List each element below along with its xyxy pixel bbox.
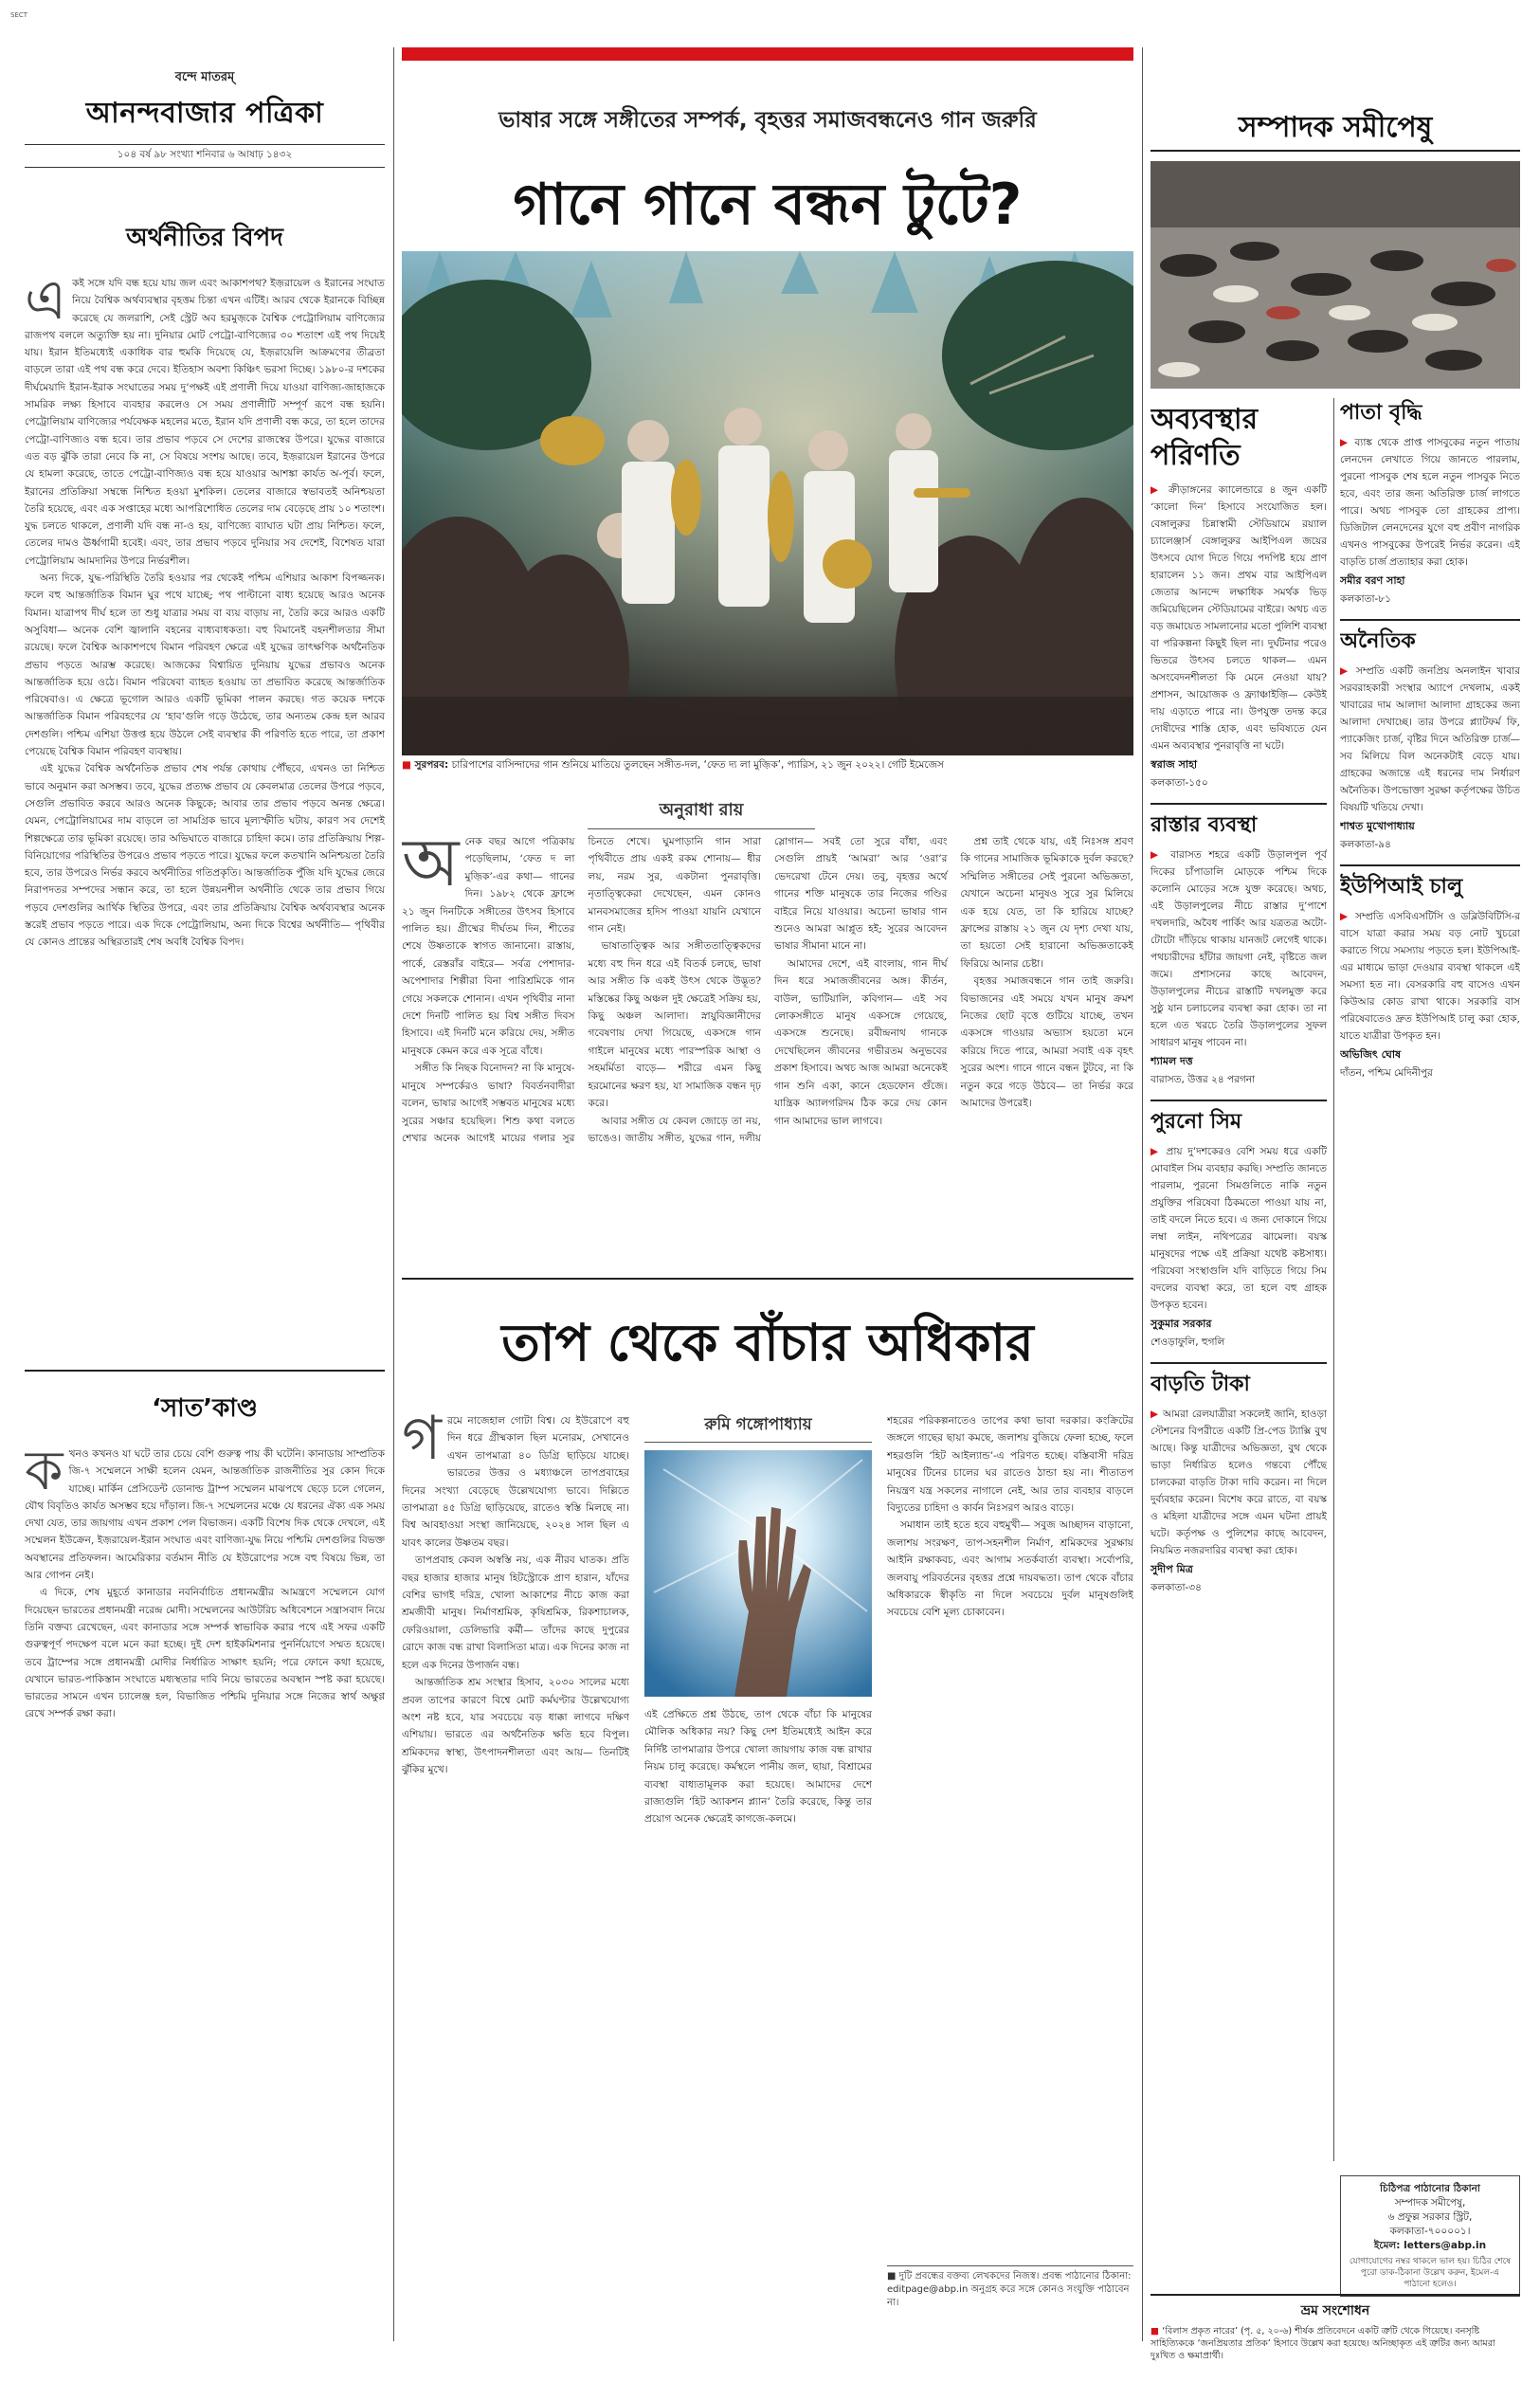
letter-bullet: ▶ bbox=[1340, 665, 1357, 677]
editorial-1-paragraph: অন্য দিকে, যুদ্ধ-পরিস্থিতি তৈরি হওয়ার পর থেকেই পশ্চিম এশিয়ার আকাশ বিপজ্জনক। ফলে বহু আন্তর্জাতিক বিমান ঘুর পথে যাচ্ছে; পথ পাল্টানো বাধ্য হয়েছে আরও অনেক বিমান। যাত্রাপথ দীর্ঘ হলে তা শুধু যাত্রার সময় বা ব্যয় বাড়ায় না, তৈরি করে আরও একটি অসুবিধা— অনেক বেশি জ্বালানি বহনের বাধ্যবাধকতা। বহু বিমানেই বহনশীলতার সীমা রয়েছে। ফলে বৈশ্বিক আকাশপথে বিমান পরিবহণ ক্ষেত্রে এই যুদ্ধের তাৎক্ষণিক অর্থনৈতিক প্রভাব পড়তে আরম্ভ করেছে। আজকের বিশ্বায়িত দুনিয়ায় যুদ্ধের প্রভাবও অনেক আন্তর্জাতিক হয়ে ওঠে। বিমান পরিষেবা ব্যাহত হওয়ায় তা প্রভাবিত করেছে আন্তর্জাতিক পরিষেবাও। এ ক্ষেত্রে ভূগোল আরও একটি ভূমিকা পালন করছে। গত কয়েক দশকে আন্তর্জাতিক বিমান পরিবহণের যে ‘হাব’গুলি গড়ে উঠেছে, তার অন্যতম কেন্দ্র হল আরব দেশগুলি। পশ্চিম এশিয়া উত্তপ্ত হয়ে উঠলে সেই ব্যবস্থার কী পরিণতি হতে পারে, তা প্রকাশ পেয়েছে বৈশ্বিক বিমান পরিবহণ ব্যবস্থায়। bbox=[25, 573, 385, 758]
letter-place: দাঁতন, পশ্চিম মেদিনীপুর bbox=[1340, 1067, 1433, 1079]
correction-header: ভ্রম সংশোধন bbox=[1300, 2303, 1370, 2318]
letter-signature: অভিজিৎ ঘোষ bbox=[1340, 1048, 1402, 1061]
letter-title: ইউপিআই চালু bbox=[1340, 875, 1463, 899]
letter bbox=[1150, 1372, 1327, 1594]
issue-line: ১০৪ বর্ষ ৯৮ সংখ্যা শনিবার ৬ আষাঢ় ১৪৩২ bbox=[25, 144, 385, 168]
feature-byline: অনুরাধা রায় bbox=[588, 796, 815, 829]
article-2-paragraph: রমে নাজেহাল গোটা বিশ্ব। যে ইউরোপে বহু দিন ধরে গ্রীষ্মকাল ছিল মনোরম, সেখানেও এখন তাপমাত্রা ৪০ ডিগ্রি ছাড়িয়ে যাচ্ছে। ভারতের উত্তর ও মধ্যাঞ্চলে তাপপ্রবাহের দিনের সংখ্যা বেড়েছে উল্লেখযোগ্য ভাবে। দিল্লিতে তাপমাত্রা ৪৫ ডিগ্রি ছাড়িয়েছে, রাতেও স্বস্তি মিলছে না। বিশ্ব আবহাওয়া সংস্থা জানিয়েছে, ২০২৪ সাল ছিল এ যাবৎ কালের উষ্ণতম বছর। bbox=[402, 1415, 629, 1549]
letter-divider bbox=[1150, 1362, 1327, 1364]
editorial-2-body bbox=[25, 1446, 385, 2355]
letter-body-text: ক্রীড়াঙ্গনের ক্যালেন্ডারে ৪ জুন একটি ‘কালো দিন’ হিসাবে সংযোজিত হল। বেঙ্গালুরুর চিন্নাস্বামী স্টেডিয়ামে রয়্যাল চ্যালেঞ্জার্স বেঙ্গালুরুর আইপিএল জয়ের উৎসবে যোগ দিতে গিয়ে পদপিষ্ট হয়ে প্রাণ হারালেন ১১ জন। প্রথম বার আইপিএল জেতার আনন্দে লক্ষাধিক সমর্থক ভিড় জমিয়েছিলেন স্টেডিয়ামের বাইরে। অথচ এত বড় জমায়েত সামলানোর মতো পুলিশি ব্যবস্থা বা পরিকল্পনা কিছুই ছিল না। দুর্ঘটনার পরেও ভিতরে উৎসব চলতে থাকল— এমন অসংবেদনশীলতা কি মেনে নেওয়া যায়? প্রশাসন, আয়োজক ও ফ্র্যাঞ্চাইজ়ি— কেউই দায় এড়াতে পারে না। উপযুক্ত তদন্ত করে দোষীদের শাস্তি হোক, এবং ভবিষ্যতে যেন এমন অব্যবস্থার পুনরাবৃত্তি না ঘটে। bbox=[1150, 484, 1327, 752]
editorial-divider bbox=[25, 1370, 385, 1372]
editorial-2 bbox=[25, 1389, 385, 2355]
letter-title: পুরনো সিম bbox=[1150, 1110, 1242, 1134]
editorial-2-dropcap: ক bbox=[25, 1446, 63, 1502]
letters-col-2 bbox=[1340, 398, 1520, 2171]
correction-box bbox=[1150, 2294, 1520, 2362]
letter bbox=[1150, 1109, 1327, 1349]
letter-signature: শাশ্বত মুখোপাধ্যায় bbox=[1340, 820, 1415, 832]
feature-paragraph: সঙ্গীত কি নিছক বিনোদন? না কি মানুষে-মানুষে সম্পর্কেরও ভাষা? বিবর্তনবাদীরা বলেন, ভাষার আগেই সম্ভবত মানুষের মধ্যে সুরের সঞ্চার হয়েছিল। শিশু কথা বলতে শেখার অনেক আগেই মায়ের গলার সুর চিনতে শেখে। ঘুমপাড়ানি গান সারা পৃথিবীতে প্রায় একই রকম শোনায়— ধীর লয়, নরম সুর, একটানা পুনরাবৃত্তি। নৃতাত্ত্বিকেরা দেখেছেন, এমন কোনও মানবসমাজের হদিস পাওয়া যায়নি যেখানে গান নেই। bbox=[402, 836, 761, 1144]
address-line: কলকাতা-৭০০০০১। bbox=[1389, 2226, 1471, 2237]
letter-body bbox=[1340, 434, 1520, 571]
masthead-slogan: বন্দে মাতরম্‌ bbox=[174, 70, 235, 84]
article-2-photo bbox=[644, 1450, 872, 1697]
article-2-paragraph: শহরের পরিকল্পনাতেও তাপের কথা ভাবা দরকার। কংক্রিটের জঙ্গলে গাছের ছায়া কমছে, জলাশয় বুজিয়ে ফেলা হচ্ছে, ফলে শহরগুলি ‘হিট আইল্যান্ড’-এ পরিণত হচ্ছে। বস্তিবাসী দরিদ্র মানুষের টিনের চালের ঘর রাতেও ঠান্ডা হয় না। শীতাতপ নিয়ন্ত্রণ যন্ত্র সকলের নাগালে নেই, আর তার ব্যবহার বাড়লে বিদ্যুতের চাহিদা ও কার্বন নিঃসরণ আরও বাড়ে। bbox=[887, 1415, 1133, 1515]
correction-bullet: ■ bbox=[1150, 2326, 1163, 2337]
caption-label: সুরপরব: bbox=[414, 759, 449, 771]
editorial-1-paragraph: কই সঙ্গে যদি বন্ধ হয়ে যায় জল এবং আকাশপথ? ইজ়রায়েল ও ইরানের সংঘাত নিয়ে বৈশ্বিক অর্থব্যবস্থার বৃহত্তম চিন্তা এখন এটিই। আরব থেকে ইরানকে বিচ্ছিন্ন করেছে যে জলরাশি, সেই স্ট্রেট অব হরমুজ়কে বৈশ্বিক পেট্রোলিয়াম বাণিজ্যের রাজপথ বললে অত্যুক্তি হয় না। দুনিয়ার মোট পেট্রো-বাণিজ্যের ৩০ শতাংশ এই পথ দিয়েই যায়। ইরান ইতিমধ্যেই একাধিক বার হুমকি দিয়েছে যে, ইজ়রায়েলি আক্রমণের তীব্রতা বাড়লে তারা এই পথ বন্ধ করে দেবে। ইতিহাস অবশ্য কিঞ্চিৎ ভরসা দিচ্ছে। ১৯৮০-র দশকের দীর্ঘমেয়াদি ইরান-ইরাক সংঘাতের সময় দু’পক্ষই এই প্রণালী দিয়ে যাওয়া বাণিজ্য-জাহাজকে সামরিক লক্ষ্য হিসাবে ব্যবহার করলেও সে সময় প্রণালীটি সম্পূর্ণ রূপে বন্ধ হয়নি। পেট্রোলিয়াম বাণিজ্যের পর্যবেক্ষক মহলের মতে, ইরান যদি প্রণালী বন্ধ করে, তা হলে তাদের পেট্রো-বাণিজ্যও বন্ধ হবে। তার প্রভাব পড়বে সে দেশের রাজস্বের উপরে। যুদ্ধের বাজারে এত বড় ঝুঁকি তারা নেবে কি না, সে বিষয়ে সংশয় আছে। তবে, ইজ়রায়েল ইরানের উপরে যে হামলা করেছে, তাতে পেট্রো-বাণিজ্যও বন্ধ হয়ে যাওয়ার আশঙ্কা কার্যত অ-পূর্ব। ফলে, ইরানের প্রতিক্রিয়া সম্বন্ধে নিশ্চিত হওয়া মুশকিল। তেলের বাজারে স্বভাবতই অনিশ্চয়তা তৈরি হয়েছে, এবং এক সপ্তাহের মধ্যে আপরিশোধিত তেলের দাম বেড়েছে প্রায় ১০ শতাংশ। যুদ্ধ চলতে থাকলে, প্রণালী যদি বন্ধ না-ও হয়, বাণিজ্যে ব্যাঘাত ঘটা প্রায় নিশ্চিত। ফলে, তেলের দামও ঊর্ধ্বগামী হবেই। এবং, তার প্রভাব পড়বে দুনিয়ার সব দেশেই, বিশেষত যারা পেট্রোলিয়াম আমদানির উপরে নির্ভরশীল। bbox=[25, 278, 385, 567]
article-2-paragraph: সমাধান তাই হতে হবে বহুমুখী— সবুজ আচ্ছাদন বাড়ানো, জলাশয় সংরক্ষণ, তাপ-সহনশীল নির্মাণ, শ্রমিকদের সুরক্ষায় আইনি রক্ষাকবচ, এবং আগাম সতর্কবার্তা ব্যবস্থা। সর্বোপরি, জলবায়ু পরিবর্তনের বৃহত্তর প্রশ্নে দায়বদ্ধতা। তাপ থেকে বাঁচার অধিকারকে স্বীকৃতি না দিলে সবচেয়ে দুর্বল মানুষগুলিই সবচেয়ে বেশি মূল্য চোকাবেন। bbox=[887, 1519, 1133, 1619]
letter bbox=[1340, 400, 1520, 606]
correction-text bbox=[1150, 2325, 1520, 2362]
editorial-1-body bbox=[25, 275, 385, 1403]
feature-top-bar bbox=[402, 47, 1133, 61]
address-line: সম্পাদক সমীপেষু, bbox=[1394, 2197, 1466, 2209]
letter-body bbox=[1150, 846, 1327, 1051]
feature-paragraph: ভাষাতাত্ত্বিক আর সঙ্গীততাত্ত্বিকদের মধ্যে বহু দিন ধরে এই বিতর্ক চলছে, ভাষা আর সঙ্গীত কি একই উৎস থেকে উদ্ভূত? মস্তিষ্কের কিছু অঞ্চল দুই ক্ষেত্রেই সক্রিয় হয়, কিছু অঞ্চল আলাদা। স্নায়ুবিজ্ঞানীদের গবেষণায় দেখা গিয়েছে, একসঙ্গে গান গাইলে মানুষের মধ্যে পারস্পরিক আস্থা ও সহমর্মিতা বাড়ে— শরীরে এমন কিছু হরমোনের ক্ষরণ হয়, যা সামাজিক বন্ধন দৃঢ় করে। bbox=[588, 940, 761, 1110]
caption-text: চারিপাশের বাসিন্দাদের গান শুনিয়ে মাতিয়ে তুলছেন সঙ্গীত-দল, ‘ফেত দ্য লা মুজ়িক’, প্যারিস, ২১ জুন ২০২২। গেটি ইমেজেস bbox=[448, 759, 944, 771]
feature-paragraph: আবার সঙ্গীত যে কেবল জোড়ে তা নয়, ভাঙেও। জাতীয় সঙ্গীত, যুদ্ধের গান, দলীয় স্লোগান— সবই তো সুরে বাঁধা, এবং সেগুলি প্রায়ই ‘আমরা’ আর ‘ওরা’র ভেদরেখা টেনে দেয়। তবু, বৃহত্তর অর্থে গানের শক্তি মানুষকে তার নিজের গণ্ডির বাইরে নিয়ে যাওয়ার। অচেনা ভাষার গান শুনেও আমরা আপ্লুত হই; সুরের আবেদন ভাষার সীমানা মানে না। bbox=[588, 836, 948, 1144]
letter-body-text: বারাসত শহরে একটি উড়ালপুল পূর্ব দিকের চাঁপাডালি মোড়কে পশ্চিম দিকে কলোনি মোড়ের সঙ্গে যুক্ত করেছে। অথচ, এই উড়ালপুলের নীচে রাস্তার দু’পাশে দখলদারি, অবৈধ পার্কিং আর যত্রতত্র অটো-টোটো দাঁড়িয়ে থাকায় যানজট লেগেই থাকে। পথচারীদের হাঁটার জায়গা নেই, বৃষ্টিতে জল জমে। প্রশাসনের কাছে আবেদন, উড়ালপুলের নীচের রাস্তাটি দখলমুক্ত করে সুষ্ঠু যান চলাচলের ব্যবস্থা করা হোক। তা না হলে এত খরচে তৈরি উড়ালপুলের সুফল সাধারণ মানুষ পাবেন না। bbox=[1150, 849, 1327, 1048]
letters-photo bbox=[1150, 161, 1520, 389]
letter-body bbox=[1340, 663, 1520, 816]
correction-rule bbox=[1150, 2294, 1520, 2296]
feature-bottom-rule bbox=[402, 1278, 1133, 1280]
letter bbox=[1340, 628, 1520, 851]
address-note: যোগাযোগের নম্বর থাকলে ভাল হয়। চিঠির শেষে পুরো ডাক-ঠিকানা উল্লেখ করুন, ইমেল-এ পাঠানো হলেও। bbox=[1349, 2257, 1512, 2289]
letter-body bbox=[1340, 908, 1520, 1045]
feature-kicker: ভাষার সঙ্গে সঙ্গীতের সম্পর্ক, বৃহত্তর সমাজবন্ধনেও গান জরুরি bbox=[498, 108, 1037, 133]
letters-header-rule bbox=[1150, 150, 1520, 152]
article-2-col-1 bbox=[402, 1412, 629, 2237]
corner-mark: SECT bbox=[10, 11, 28, 19]
feature-dropcap: অ bbox=[402, 824, 460, 901]
letters-header: সম্পাদক সমীপেষু bbox=[1238, 111, 1433, 144]
letter-place: শেওড়াফুলি, হুগলি bbox=[1150, 1336, 1225, 1348]
feature-headline: গানে গানে বন্ধন টুটে? bbox=[513, 172, 1023, 238]
scattered-shoes-illustration bbox=[1150, 161, 1520, 389]
editorial-2-title: ‘সাত’কাণ্ড bbox=[152, 1394, 258, 1423]
column-divider-left bbox=[393, 47, 394, 2341]
editorial-2-paragraph: খনও কখনও যা ঘটে তার চেয়ে বেশি গুরুত্ব পায় কী ঘটেনি। কানাডায় সাম্প্রতিক জি-৭ সম্মেলনে সাক্ষী হলেন যেমন, আন্তর্জাতিক রাজনীতির সুর কোন দিকে যাচ্ছে। মার্কিন প্রেসিডেন্ট ডোনাল্ড ট্রাম্প সম্মেলন মাঝপথে ছেড়ে চলে গেলেন, যৌথ বিবৃতিও কার্যত অসম্ভব হয়ে দাঁড়াল। জি-৭ সম্মেলনের মঞ্চে যে ধরনের ঐক্য এক সময় দেখা যেত, তার জায়গায় এখন প্রকাশ পেল বিভাজন। একটি বিশেষ দিক থেকে দেখলে, এই সম্মেলন ইউক্রেন, ইজ়রায়েল-ইরান সংঘাত এবং বাণিজ্য-যুদ্ধ নিয়ে পশ্চিমি দেশগুলির বিভক্ত অবস্থানের প্রতিফলন। আমেরিকার বর্তমান নীতি যে ইউরোপের সঙ্গে বহু বিষয়ে ভিন্ন, তা আর গোপন নেই। bbox=[25, 1448, 385, 1582]
article-2-byline: রুমি গঙ্গোপাধ্যায় bbox=[644, 1412, 872, 1443]
article-2-paragraph: এই প্রেক্ষিতে প্রশ্ন উঠছে, তাপ থেকে বাঁচা কি মানুষের মৌলিক অধিকার নয়? কিছু দেশ ইতিমধ্যেই আইন করে নির্দিষ্ট তাপমাত্রার উপরে খোলা জায়গায় কাজ বন্ধ রাখার নিয়ম চালু করেছে। কর্মস্থলে পানীয় জল, ছায়া, বিশ্রামের ব্যবস্থা বাধ্যতামূলক করা হয়েছে। আমাদের দেশে রাজ্যগুলি ‘হিট অ্যাকশন প্ল্যান’ তৈরি করেছে, কিন্তু তার প্রয়োগ অনেক ক্ষেত্রেই কাগজে-কলমে। bbox=[644, 1709, 872, 1826]
feature-paragraph: নেক বছর আগে পত্রিকায় পড়েছিলাম, ‘ফেত দ লা মুজ়িক’-এর কথা— গানের দিন। ১৯৮২ থেকে ফ্রান্সে ২১ জুন দিনটিকে সঙ্গীতের উৎসব হিসাবে পালিত হয়। গ্রীষ্মের দীর্ঘতম দিন, শীতের শেষে উষ্ণতাকে স্বাগত জানানো। রাস্তায়, পার্কে, রেস্তরাঁর বাইরে— সর্বত্র পেশাদার-অপেশাদার শিল্পীরা বিনা পারিশ্রমিকে গান গেয়ে সকলকে শোনান। এখন পৃথিবীর নানা দেশে দিনটি পালিত হয় বিশ্ব সঙ্গীত দিবস হিসাবে। এই দিনটি মনে করিয়ে দেয়, সঙ্গীত মানুষকে কেমন করে এক সূত্রে বাঁধে। bbox=[402, 836, 575, 1057]
letter bbox=[1340, 874, 1520, 1080]
letter-title: পাতা বৃদ্ধি bbox=[1340, 401, 1422, 425]
editorial-1-paragraph: এই যুদ্ধের বৈশ্বিক অর্থনৈতিক প্রভাব শেষ পর্যন্ত কোথায় পৌঁছবে, এখনও তা নিশ্চিত ভাবে অনুমান করা অসম্ভব। তবে, যুদ্ধের প্রত্যক্ষ প্রভাব যে কেবলমাত্র তেলের উপরে পড়বে, সেগুলি প্রভাবিত করবে আরও অনেক কিছুকে; আবার তার প্রভাব পড়বে অনন্ত ক্ষেত্রে। যেমন, পেট্রোলিয়ামের দাম বাড়লে তা সামগ্রিক ভাবে মূল্যস্ফীতি ঘটায়, কারণ সব দেশেই শিল্পক্ষেত্রে তার ভূমিকা রয়েছে। তার অভিঘাতে বাজারে চাহিদা কমে। তার প্রতিক্রিয়ায় শিল্প-বিনিয়োগের পরিস্থিতির উপরেও প্রভাব পড়তে পারে। যুদ্ধের ফলে কতখানি অনিশ্চয়তা তৈরি হবে, তার উপরেও নির্ভর করবে অর্থনীতির গতিপ্রকৃতি। আন্তর্জাতিক পুঁজি যদি যুদ্ধের জেরে নিরাপদতর সম্পদের সন্ধান করে, তা হলে উন্নয়নশীল অর্থনীতি থেকে তার প্রভাব গিয়ে পড়বে দেশগুলির আর্থিক স্থিতির উপরে, এবং তার প্রতিক্রিয়ায় বৈশ্বিক অর্থব্যবস্থার অনেক স্তরেই প্রভাব পড়তে পারে। এক দিকে পেট্রোলিয়াম, অন্য দিকে বিশ্বের অর্থনীতি— পৃথিবীর যে কোনও প্রান্তের অস্থিরতারই শেষ অবধি বৈশ্বিক বিপদ। bbox=[25, 763, 385, 949]
letter-body bbox=[1150, 1406, 1327, 1559]
letter-title: রাস্তার ব্যবস্থা bbox=[1150, 813, 1258, 837]
article-2-headline: তাপ থেকে বাঁচার অধিকার bbox=[501, 1313, 1034, 1373]
feature-caption bbox=[402, 758, 1133, 772]
feature-photo bbox=[402, 251, 1133, 755]
letter-divider bbox=[1150, 1100, 1327, 1101]
correction-text-body: ‘বিলাস প্রকৃত নারের’ (পৃ. ৫, ২০-৬) শীর্ষক প্রতিবেদনে একটি ত্রুটি থেকে গিয়েছে। বনসৃষ্টি সাহিত্যিককে ‘জনপ্রিয়তার প্রতিক’ হিসাবে উল্লেখ করা হয়েছে। অনিচ্ছাকৃত এই ত্রুটির জন্য আমরা দুঃখিত ও ক্ষমাপ্রার্থী। bbox=[1150, 2326, 1495, 2361]
editorial-1-dropcap: এ bbox=[25, 275, 67, 332]
editorial-1 bbox=[25, 218, 385, 1403]
letter-divider bbox=[1340, 864, 1520, 866]
letter-title: বাড়তি টাকা bbox=[1150, 1373, 1250, 1396]
letters-address-box bbox=[1340, 2175, 1520, 2297]
letter-place: কলকাতা-৩৪ bbox=[1150, 1582, 1202, 1593]
letter bbox=[1150, 812, 1327, 1086]
article-2-paragraph: আন্তর্জাতিক শ্রম সংস্থার হিসাব, ২০৩০ সালের মধ্যে প্রবল তাপের কারণে বিশ্বে মোট কর্মঘণ্টার উল্লেখযোগ্য অংশ নষ্ট হবে, যার সবচেয়ে বড় ধাক্কা লাগবে দক্ষিণ এশিয়ায়। ভারতে এর অর্থনৈতিক ক্ষতি হবে বিপুল। শ্রমিকদের স্বাস্থ্য, উৎপাদনশীলতা এবং আয়— তিনটিই ঝুঁকির মুখে। bbox=[402, 1677, 629, 1776]
letters-inner-divider bbox=[1333, 398, 1334, 2161]
feature-paragraph: প্রশ্ন তাই থেকে যায়, এই নিঃসঙ্গ শ্রবণ কি গানের সামাজিক ভূমিকাকে দুর্বল করছে? সম্মিলিত সঙ্গীতের সেই পুরনো অভিজ্ঞতা, যেখানে অচেনা মানুষও সুরে সুর মিলিয়ে এক হয়ে যেত, তা কি হারিয়ে যাচ্ছে? ফ্রান্সের রাস্তায় ২১ জুন যে দৃশ্য দেখা যায়, তা হয়তো সেই হারানো অভিজ্ঞতাকেই ফিরিয়ে আনার চেষ্টা। bbox=[960, 836, 1133, 970]
letter-bullet: ▶ bbox=[1150, 849, 1171, 861]
letter-signature: সুকুমার সরকার bbox=[1150, 1318, 1212, 1330]
letter bbox=[1150, 402, 1327, 790]
editorial-1-title: অর্থনীতির বিপদ bbox=[126, 224, 283, 252]
letter-bullet: ▶ bbox=[1340, 437, 1355, 448]
letter-signature: সমীর বরণ সাহা bbox=[1340, 574, 1405, 587]
newspaper-logo: আনন্দবাজার পত্রিকা bbox=[85, 97, 324, 130]
hand-against-sun-illustration bbox=[644, 1450, 872, 1697]
address-email[interactable]: ইমেল: letters@abp.in bbox=[1373, 2240, 1487, 2251]
article-2-col-3 bbox=[887, 1412, 1133, 2237]
feature-body bbox=[402, 791, 1133, 1265]
letter-body-text: সম্প্রতি একটি জনপ্রিয় অনলাইন খাবার সরবরাহকারী সংস্থার অ্যাপে দেখলাম, একই খাবারের দাম আলাদা আলাদা গ্রাহকের জন্য আলাদা দেখাচ্ছে। তার উপরে প্ল্যাটফর্ম ফি, প্যাকেজিং চার্জ, বৃষ্টির দিনে অতিরিক্ত চার্জ— সব মিলিয়ে বিল অনেকটাই বেড়ে যায়। গ্রাহকের অজান্তে এই ধরনের দাম নির্ধারণ অনৈতিক। উপভোক্তা সুরক্ষা কর্তৃপক্ষের উচিত বিষয়টি খতিয়ে দেখা। bbox=[1340, 665, 1520, 813]
letters-col-1 bbox=[1150, 398, 1327, 2313]
letter-title: অব্যবস্থার পরিণতি bbox=[1150, 403, 1259, 472]
letter-body bbox=[1150, 482, 1327, 755]
street-band-illustration bbox=[402, 251, 1133, 755]
caption-bullet: ■ bbox=[402, 759, 415, 771]
column-divider-right bbox=[1142, 47, 1143, 2341]
letter-body-text: আমরা রেলযাত্রীরা সকলেই জানি, হাওড়া স্টেশনের বিপরীতে একটি প্রি-পেড ট্যাক্সি বুথ আছে। কিন্তু যাত্রীদের অভিজ্ঞতা, বুথ থেকে ভাড়া নির্ধারিত হলেও গন্তব্যে পৌঁছে চালকেরা বাড়তি টাকা দাবি করেন। না দিলে দুর্ব্যবহার করেন। বিশেষ করে রাতে, বা বয়স্ক ও মহিলা যাত্রীদের সঙ্গে এমন ঘটনা প্রায়ই ঘটে। কর্তৃপক্ষ ও পুলিশের কাছে আবেদন, নিয়মিত নজরদারির ব্যবস্থা করা হোক। bbox=[1150, 1409, 1327, 1556]
letter-signature: স্বরাজ সাহা bbox=[1150, 758, 1198, 771]
address-line: চিঠিপত্র পাঠানোর ঠিকানা bbox=[1380, 2183, 1480, 2194]
letter-place: কলকাতা-৮১ bbox=[1340, 593, 1391, 605]
letter-bullet: ▶ bbox=[1150, 1409, 1164, 1420]
article-2-col-2 bbox=[644, 1706, 872, 2237]
letter-title: অনৈতিক bbox=[1340, 629, 1416, 653]
letter-signature: সুদীপ মিত্র bbox=[1150, 1563, 1193, 1575]
letter-bullet: ▶ bbox=[1340, 911, 1356, 922]
letter-place: কলকাতা-৯৪ bbox=[1340, 839, 1391, 850]
letter-divider bbox=[1340, 619, 1520, 621]
masthead bbox=[25, 68, 385, 168]
article-2-footnote: ■ দুটি প্রবন্ধের বক্তব্য লেখকদের নিজস্ব। প্রবন্ধ পাঠানোর ঠিকানা: editpage@abp.in অনুগ্রহ করে সঙ্গে কোনও সংযুক্তি পাঠাবেন না। bbox=[887, 2265, 1133, 2310]
article-2-paragraph: তাপপ্রবাহ কেবল অস্বস্তি নয়, এক নীরব ঘাতক। প্রতি বছর হাজার হাজার মানুষ হিটস্ট্রোকে প্রাণ হারান, যাঁদের বেশির ভাগই দরিদ্র, খোলা আকাশের নীচে কাজ করা শ্রমজীবী মানুষ। নির্মাণশ্রমিক, কৃষিশ্রমিক, রিকশাচালক, ফেরিওয়ালা, ডেলিভারি কর্মী— তাঁদের কাছে দুপুরের রোদে কাজ বন্ধ রাখা বিলাসিতা মাত্র। এক দিনের কাজ না হলে এক দিনের উপার্জন বন্ধ। bbox=[402, 1555, 629, 1671]
letter-bullet: ▶ bbox=[1150, 1146, 1167, 1157]
letter-body bbox=[1150, 1143, 1327, 1314]
letter-body-text: ব্যাঙ্ক থেকে প্রাপ্ত পাসবুকের নতুন পাতায় লেনদেন লেখাতে গিয়ে জানতে পারলাম, পুরনো পাসবুক শেষ হলে নতুন পাসবুক নিতে হবে, এবং তার জন্য অতিরিক্ত চার্জ লাগতে পারে। অথচ পাসবুক তো গ্রাহকের প্রাপ্য। ডিজিটাল লেনদেনের যুগে বহু প্রবীণ নাগরিক এখনও পাসবুকের উপরেই নির্ভর করেন। এই বাড়তি চার্জ প্রত্যাহার করা হোক। bbox=[1340, 437, 1520, 568]
editorial-2-paragraph: এ দিকে, শেষ মুহূর্তে কানাডার নবনির্বাচিত প্রধানমন্ত্রীর আমন্ত্রণে সম্মেলনে যোগ দিয়েছেন ভারতের প্রধানমন্ত্রী নরেন্দ্র মোদী। সম্মেলনের আউটরিচ অধিবেশনে সন্ত্রাসবাদ নিয়ে তিনি বক্তব্য রেখেছেন, এবং কানাডার সঙ্গে সম্পর্ক স্বাভাবিক করার পথে এই সফর একটি গুরুত্বপূর্ণ পদক্ষেপ বলে মনে করা হচ্ছে। দুই দেশ হাইকমিশনার পুনর্নিয়োগে সম্মত হয়েছে। তবে ট্রাম্পের সঙ্গে প্রধানমন্ত্রী মোদীর নির্ধারিত সাক্ষাৎ হয়নি; পরে ফোনে কথা হয়েছে, যেখানে ভারত-পাকিস্তান সংঘাতে মধ্যস্থতার দাবি নিয়ে ভারতের অবস্থান স্পষ্ট করা হয়েছে। ভারতের সামনে এখন চ্যালেঞ্জ হল, বিভাজিত পশ্চিমি দুনিয়ার সঙ্গে নিজের স্বার্থ অক্ষুণ্ণ রেখে সম্পর্ক রক্ষা করা। bbox=[25, 1587, 385, 1720]
letter-bullet: ▶ bbox=[1150, 484, 1169, 496]
letter-signature: শ্যামল দত্ত bbox=[1150, 1055, 1193, 1067]
letter-place: বারাসত, উত্তর ২৪ পরগনা bbox=[1150, 1074, 1256, 1085]
letter-body-text: সম্প্রতি এসবিএসটিসি ও ডব্লিউবিটিসি-র বাসে যাত্রা করার সময় বড় নোট খুচরো করাতে গিয়ে সমস্যায় পড়তে হল। ইউপিআই-এর মাধ্যমে ভাড়া দেওয়ার ব্যবস্থা থাকলে এই সমস্যা হত না। বেসরকারি বহু বাসেও এখন কিউআর কোড রাখা থাকে। সরকারি বাস পরিষেবাতেও দ্রুত ইউপিআই চালু করা হোক, যাতে যাত্রীরা উপকৃত হন। bbox=[1340, 911, 1520, 1042]
letter-body-text: প্রায় দু’দশকেরও বেশি সময় ধরে একটি মোবাইল সিম ব্যবহার করছি। সম্প্রতি জানতে পারলাম, পুরনো সিমগুলিতে নাকি নতুন প্রযুক্তির পরিষেবা ঠিকমতো পাওয়া যায় না, তাই বদলে নিতে হবে। এ জন্য দোকানে গিয়ে লম্বা লাইন, নথিপত্রের ঝামেলা। বয়স্ক মানুষদের পক্ষে এই প্রক্রিয়া যথেষ্ট কষ্টসাধ্য। পরিষেবা সংস্থাগুলি যদি বাড়িতে গিয়ে সিম বদলের ব্যবস্থা করে, তা হলে বহু গ্রাহক উপকৃত হবেন। bbox=[1150, 1146, 1327, 1311]
letter-place: কলকাতা-১৫০ bbox=[1150, 777, 1208, 789]
feature-paragraph: আমাদের দেশে, এই বাংলায়, গান দীর্ঘ দিন ধরে সমাজজীবনের অঙ্গ। কীর্তন, বাউল, ভাটিয়ালি, কবিগান— এই সব লোকসঙ্গীতে মানুষ একসঙ্গে গেয়েছে, একসঙ্গে শুনেছে। রবীন্দ্রনাথ গানকে দেখেছিলেন জীবনের গভীরতম অনুভবের প্রকাশ হিসাবে। অথচ আজ আমরা অনেকেই গান শুনি একা, কানে হেডফোন গুঁজে। যান্ত্রিক অ্যালগরিদম ঠিক করে দেয় কোন গান আমাদের ভাল লাগবে। bbox=[774, 957, 948, 1127]
letter-divider bbox=[1150, 803, 1327, 805]
article-2-dropcap: গ bbox=[402, 1412, 442, 1474]
feature-paragraph: বৃহত্তর সমাজবন্ধনে গান তাই জরুরি। বিভাজনের এই সময়ে যখন মানুষ ক্রমশ নিজের ছোট বৃত্তে গুটিয়ে যাচ্ছে, তখন একসঙ্গে গাওয়ার অভ্যাস হয়তো মনে করিয়ে দিতে পারে, আমরা সবাই এক বৃহৎ সুরের অংশ। গানে গানে বন্ধন টুটবে, না কি নতুন করে গড়ে উঠবে— তা নির্ভর করে আমাদের উপরেই। bbox=[960, 975, 1133, 1110]
address-line: ৬ প্রফুল্ল সরকার স্ট্রিট, bbox=[1387, 2211, 1473, 2223]
